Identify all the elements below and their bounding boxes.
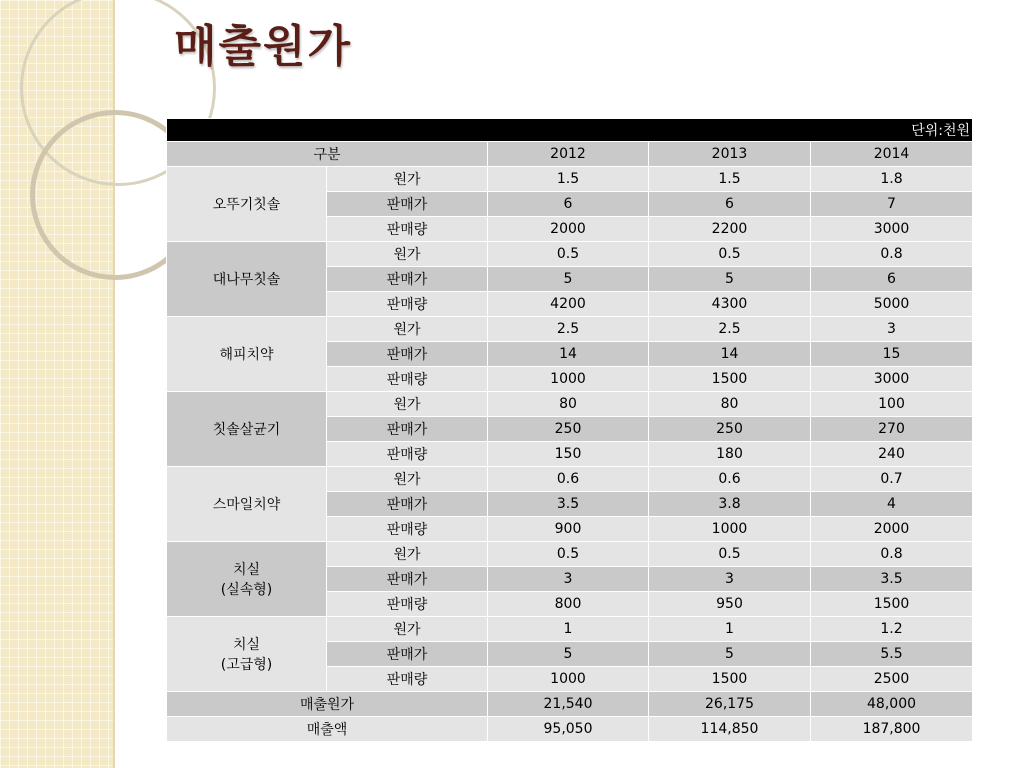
total-label: 매출원가 [167, 692, 488, 717]
product-name: 대나무칫솔 [167, 242, 327, 317]
value-cell: 15 [811, 342, 973, 367]
product-name: 치실 (고급형) [167, 617, 327, 692]
metric-label: 판매량 [327, 667, 488, 692]
value-cell: 0.5 [488, 542, 649, 567]
value-cell: 5 [649, 267, 811, 292]
metric-label: 판매가 [327, 567, 488, 592]
product-row [167, 542, 973, 567]
value-cell: 80 [649, 392, 811, 417]
value-cell: 0.6 [488, 467, 649, 492]
product-name: 칫솔살균기 [167, 392, 327, 467]
total-value: 26,175 [649, 692, 811, 717]
value-cell: 250 [488, 417, 649, 442]
product-row [167, 617, 973, 642]
total-value: 187,800 [811, 717, 973, 742]
metric-label: 판매량 [327, 367, 488, 392]
value-cell: 3.8 [649, 492, 811, 517]
metric-label: 판매가 [327, 342, 488, 367]
metric-label: 판매가 [327, 492, 488, 517]
product-name: 치실 (실속형) [167, 542, 327, 617]
value-cell: 5 [488, 642, 649, 667]
value-cell: 3 [811, 317, 973, 342]
metric-label: 원가 [327, 242, 488, 267]
value-cell: 2500 [811, 667, 973, 692]
value-cell: 14 [488, 342, 649, 367]
product-row [167, 392, 973, 417]
value-cell: 950 [649, 592, 811, 617]
unit-row [167, 119, 973, 142]
metric-label: 판매가 [327, 642, 488, 667]
value-cell: 1.5 [649, 167, 811, 192]
value-cell: 1.2 [811, 617, 973, 642]
header-year: 2012 [488, 142, 649, 167]
value-cell: 2000 [811, 517, 973, 542]
value-cell: 3.5 [811, 567, 973, 592]
value-cell: 1500 [649, 367, 811, 392]
product-row [167, 242, 973, 267]
value-cell: 3.5 [488, 492, 649, 517]
value-cell: 1 [488, 617, 649, 642]
value-cell: 150 [488, 442, 649, 467]
value-cell: 1.8 [811, 167, 973, 192]
product-name: 스마일치약 [167, 467, 327, 542]
value-cell: 5.5 [811, 642, 973, 667]
value-cell: 3 [649, 567, 811, 592]
value-cell: 1000 [649, 517, 811, 542]
value-cell: 4 [811, 492, 973, 517]
metric-label: 판매량 [327, 592, 488, 617]
product-name: 해피치약 [167, 317, 327, 392]
value-cell: 1500 [649, 667, 811, 692]
total-value: 48,000 [811, 692, 973, 717]
value-cell: 1500 [811, 592, 973, 617]
slide-title: 매출원가 [174, 21, 353, 72]
value-cell: 3000 [811, 367, 973, 392]
product-row [167, 167, 973, 192]
value-cell: 2000 [488, 217, 649, 242]
metric-label: 판매량 [327, 442, 488, 467]
value-cell: 4200 [488, 292, 649, 317]
value-cell: 5 [488, 267, 649, 292]
total-label: 매출액 [167, 717, 488, 742]
product-name: 오뚜기칫솔 [167, 167, 327, 242]
value-cell: 5000 [811, 292, 973, 317]
value-cell: 7 [811, 192, 973, 217]
value-cell: 0.7 [811, 467, 973, 492]
value-cell: 14 [649, 342, 811, 367]
product-row [167, 317, 973, 342]
header-row [167, 142, 973, 167]
value-cell: 6 [811, 267, 973, 292]
value-cell: 100 [811, 392, 973, 417]
metric-label: 판매가 [327, 267, 488, 292]
value-cell: 3 [488, 567, 649, 592]
product-row [167, 467, 973, 492]
value-cell: 800 [488, 592, 649, 617]
value-cell: 0.6 [649, 467, 811, 492]
metric-label: 원가 [327, 167, 488, 192]
value-cell: 180 [649, 442, 811, 467]
total-row [167, 717, 973, 742]
total-value: 21,540 [488, 692, 649, 717]
metric-label: 판매가 [327, 417, 488, 442]
value-cell: 1000 [488, 667, 649, 692]
value-cell: 6 [488, 192, 649, 217]
unit-label: 단위:천원 [167, 119, 973, 142]
value-cell: 1 [649, 617, 811, 642]
value-cell: 900 [488, 517, 649, 542]
total-value: 95,050 [488, 717, 649, 742]
metric-label: 원가 [327, 467, 488, 492]
value-cell: 2200 [649, 217, 811, 242]
value-cell: 80 [488, 392, 649, 417]
value-cell: 250 [649, 417, 811, 442]
metric-label: 판매가 [327, 192, 488, 217]
value-cell: 2.5 [649, 317, 811, 342]
value-cell: 0.5 [649, 242, 811, 267]
metric-label: 원가 [327, 617, 488, 642]
value-cell: 0.8 [811, 242, 973, 267]
metric-label: 원가 [327, 542, 488, 567]
metric-label: 원가 [327, 392, 488, 417]
value-cell: 2.5 [488, 317, 649, 342]
header-category: 구분 [167, 142, 488, 167]
value-cell: 1.5 [488, 167, 649, 192]
value-cell: 270 [811, 417, 973, 442]
header-year: 2014 [811, 142, 973, 167]
metric-label: 판매량 [327, 217, 488, 242]
value-cell: 0.5 [649, 542, 811, 567]
value-cell: 240 [811, 442, 973, 467]
sales-cost-table [166, 118, 973, 742]
metric-label: 판매량 [327, 517, 488, 542]
total-row [167, 692, 973, 717]
metric-label: 원가 [327, 317, 488, 342]
header-year: 2013 [649, 142, 811, 167]
value-cell: 6 [649, 192, 811, 217]
value-cell: 0.8 [811, 542, 973, 567]
value-cell: 1000 [488, 367, 649, 392]
value-cell: 0.5 [488, 242, 649, 267]
value-cell: 4300 [649, 292, 811, 317]
value-cell: 3000 [811, 217, 973, 242]
value-cell: 5 [649, 642, 811, 667]
total-value: 114,850 [649, 717, 811, 742]
metric-label: 판매량 [327, 292, 488, 317]
